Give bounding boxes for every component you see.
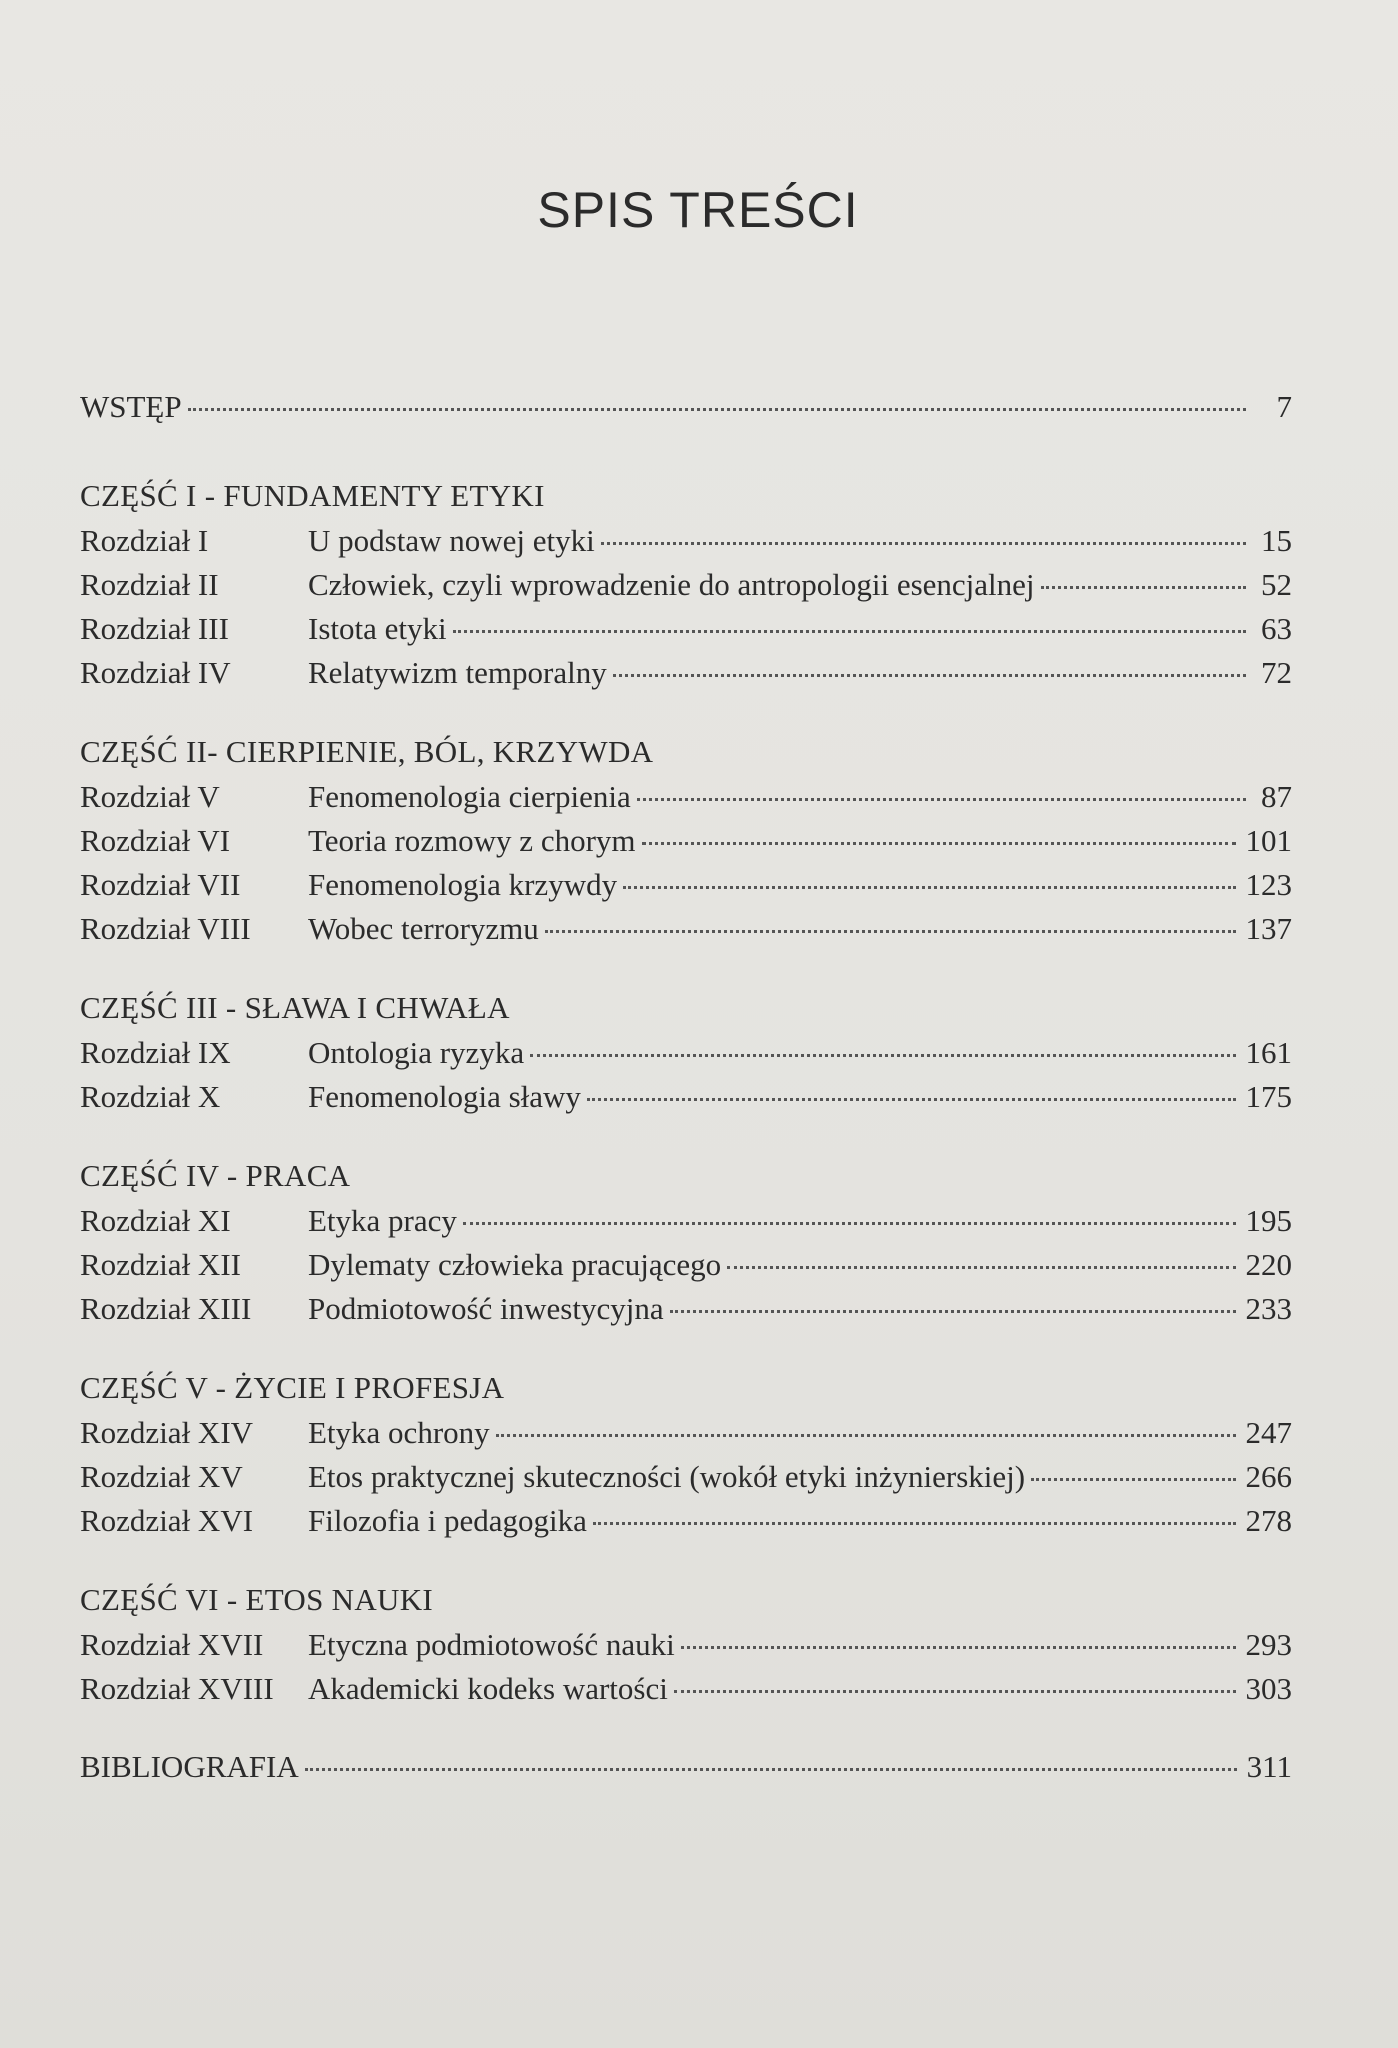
chapter-title: Teoria rozmowy z chorym [308, 823, 636, 858]
dot-leader [623, 886, 1235, 889]
toc-entry [80, 651, 1292, 695]
chapter-title: Dylematy człowieka pracującego [308, 1247, 722, 1282]
page-number: 175 [1245, 1079, 1292, 1114]
chapter-label: Rozdział V [80, 779, 220, 814]
toc-entry [80, 863, 1292, 907]
chapter-title: Fenomenologia krzywdy [308, 867, 618, 902]
part-heading: CZĘŚĆ II- CIERPIENIE, BÓL, KRZYWDA [80, 734, 654, 769]
chapter-label: Rozdział X [80, 1079, 221, 1114]
page-number: 247 [1245, 1415, 1292, 1450]
toc-entry [80, 1199, 1292, 1243]
toc-entry [80, 1667, 1292, 1711]
page-number: 63 [1261, 611, 1292, 646]
part-heading: CZĘŚĆ VI - ETOS NAUKI [80, 1582, 434, 1617]
chapter-label: Rozdział XVI [80, 1503, 254, 1538]
toc-entry [80, 519, 1292, 563]
chapter-label: Rozdział II [80, 567, 219, 602]
part-heading: CZĘŚĆ I - FUNDAMENTY ETYKI [80, 478, 545, 513]
part-heading: CZĘŚĆ IV - PRACA [80, 1158, 351, 1193]
page-number: 266 [1245, 1459, 1292, 1494]
chapter-label: Rozdział XVII [80, 1627, 264, 1662]
toc-entry [80, 1499, 1292, 1543]
dot-leader [637, 798, 1246, 801]
chapter-label: Rozdział VII [80, 867, 241, 902]
dot-leader [642, 842, 1236, 845]
page-number: 137 [1245, 911, 1292, 946]
entry-title: WSTĘP [80, 389, 182, 424]
dot-leader [463, 1222, 1236, 1225]
chapter-label: Rozdział I [80, 523, 209, 558]
chapter-label: Rozdział XIV [80, 1415, 254, 1450]
chapter-label: Rozdział VIII [80, 911, 251, 946]
chapter-label: Rozdział XVIII [80, 1671, 274, 1706]
dot-leader [496, 1434, 1236, 1437]
toc-entry [80, 907, 1292, 951]
chapter-title: Fenomenologia cierpienia [308, 779, 631, 814]
chapter-title: Etyka pracy [308, 1203, 457, 1238]
toc-entry-intro [80, 385, 1292, 429]
chapter-label: Rozdział XI [80, 1203, 231, 1238]
toc-entry [80, 1075, 1292, 1119]
toc-entry [80, 1031, 1292, 1075]
toc-entry-bibliography [80, 1745, 1292, 1789]
chapter-label: Rozdział III [80, 611, 229, 646]
toc-entry [80, 819, 1292, 863]
chapter-title: Podmiotowość inwestycyjna [308, 1291, 664, 1326]
dot-leader [453, 630, 1246, 633]
page-number: 161 [1245, 1035, 1292, 1070]
page-number: 123 [1245, 867, 1292, 902]
dot-leader [727, 1266, 1235, 1269]
dot-leader [1041, 586, 1246, 589]
dot-leader [545, 930, 1236, 933]
page-number: 87 [1261, 779, 1292, 814]
chapter-label: Rozdział XV [80, 1459, 243, 1494]
page-number: 303 [1245, 1671, 1292, 1706]
page-number: 195 [1245, 1203, 1292, 1238]
page-number: 72 [1261, 655, 1292, 690]
dot-leader [587, 1098, 1236, 1101]
dot-leader [613, 674, 1246, 677]
chapter-title: Fenomenologia sławy [308, 1079, 581, 1114]
dot-leader [530, 1054, 1235, 1057]
chapter-title: Relatywizm temporalny [308, 655, 607, 690]
part-heading: CZĘŚĆ V - ŻYCIE I PROFESJA [80, 1370, 505, 1405]
toc-entry [80, 607, 1292, 651]
chapter-title: Etos praktycznej skuteczności (wokół etyki inżynierskiej) [308, 1459, 1026, 1494]
page-number: 52 [1261, 567, 1292, 602]
page-number: 15 [1261, 523, 1292, 558]
dot-leader [188, 408, 1246, 411]
toc-entry [80, 1243, 1292, 1287]
dot-leader [681, 1646, 1236, 1649]
chapter-label: Rozdział VI [80, 823, 231, 858]
toc-entry [80, 1411, 1292, 1455]
chapter-title: Istota etyki [308, 611, 447, 646]
chapter-label: Rozdział XIII [80, 1291, 252, 1326]
toc-entry [80, 1287, 1292, 1331]
chapter-title: Akademicki kodeks wartości [308, 1671, 668, 1706]
dot-leader [674, 1690, 1236, 1693]
page-number: 101 [1245, 823, 1292, 858]
toc-entry [80, 775, 1292, 819]
page-number: 293 [1245, 1627, 1292, 1662]
chapter-title: Ontologia ryzyka [308, 1035, 525, 1070]
chapter-label: Rozdział IV [80, 655, 231, 690]
page-title: SPIS TREŚCI [537, 182, 859, 238]
chapter-title: Etyczna podmiotowość nauki [308, 1627, 675, 1662]
chapter-title: Człowiek, czyli wprowadzenie do antropologii esencjalnej [308, 567, 1035, 602]
page-number: 233 [1245, 1291, 1292, 1326]
dot-leader [305, 1768, 1237, 1771]
toc-entry [80, 563, 1292, 607]
chapter-title: Etyka ochrony [308, 1415, 490, 1450]
page-number: 220 [1245, 1247, 1292, 1282]
chapter-label: Rozdział IX [80, 1035, 231, 1070]
chapter-title: U podstaw nowej etyki [308, 523, 595, 558]
part-heading: CZĘŚĆ III - SŁAWA I CHWAŁA [80, 990, 510, 1025]
dot-leader [601, 542, 1246, 545]
toc-entry [80, 1623, 1292, 1667]
chapter-title: Wobec terroryzmu [308, 911, 539, 946]
chapter-title: Filozofia i pedagogika [308, 1503, 587, 1538]
page-number: 311 [1246, 1749, 1292, 1784]
dot-leader [670, 1310, 1236, 1313]
dot-leader [593, 1522, 1236, 1525]
chapter-label: Rozdział XII [80, 1247, 241, 1282]
page-number: 278 [1245, 1503, 1292, 1538]
dot-leader [1031, 1478, 1235, 1481]
table-of-contents [80, 385, 1292, 1789]
toc-entry [80, 1455, 1292, 1499]
page-number: 7 [1276, 389, 1292, 424]
entry-title: BIBLIOGRAFIA [80, 1749, 299, 1784]
